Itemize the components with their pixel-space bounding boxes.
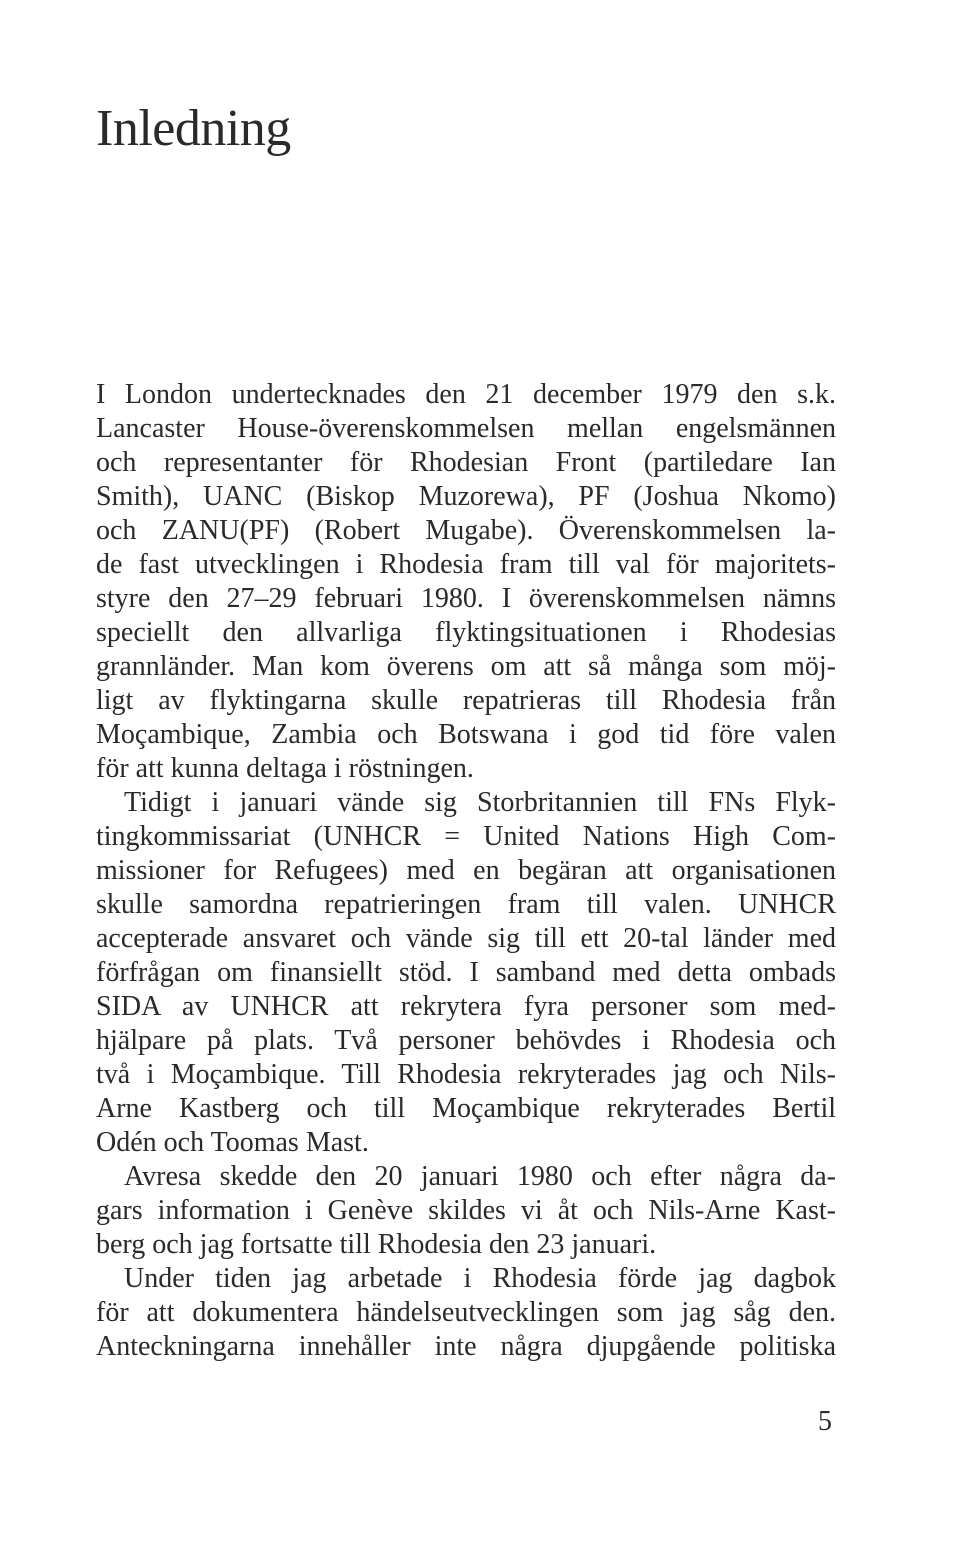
text-line: för att dokumentera händelseutvecklingen som jag såg den. xyxy=(96,1297,836,1328)
text-line: tingkommissariat (UNHCR = United Nations High Com- xyxy=(96,821,836,852)
text-line: accepterade ansvaret och vände sig till ett 20-tal länder med xyxy=(96,923,836,954)
text-line: Tidigt i januari vände sig Storbritannien till FNs Flyk- xyxy=(124,787,836,818)
text-line: Smith), UANC (Biskop Muzorewa), PF (Joshua Nkomo) xyxy=(96,481,836,512)
text-line: Lancaster House-överenskommelsen mellan engelsmännen xyxy=(96,413,836,444)
text-line: de fast utvecklingen i Rhodesia fram till val för majoritets- xyxy=(96,549,836,580)
text-line: Avresa skedde den 20 januari 1980 och efter några da- xyxy=(124,1161,836,1192)
text-line: och ZANU(PF) (Robert Mugabe). Överenskommelsen la- xyxy=(96,515,836,546)
text-line: Arne Kastberg och till Moçambique rekryterades Bertil xyxy=(96,1093,836,1124)
text-line: två i Moçambique. Till Rhodesia rekryterades jag och Nils- xyxy=(96,1059,836,1090)
page-number: 5 xyxy=(818,1406,832,1437)
text-line: hjälpare på plats. Två personer behövdes i Rhodesia och xyxy=(96,1025,836,1056)
text-line: skulle samordna repatrieringen fram till valen. UNHCR xyxy=(96,889,836,920)
text-line: förfrågan om finansiellt stöd. I samband med detta ombads xyxy=(96,957,836,988)
text-line: Under tiden jag arbetade i Rhodesia förde jag dagbok xyxy=(124,1263,836,1294)
text-line: Moçambique, Zambia och Botswana i god tid före valen xyxy=(96,719,836,750)
text-line: Odén och Toomas Mast. xyxy=(96,1127,369,1158)
text-line: Anteckningarna innehåller inte några djupgående politiska xyxy=(96,1331,836,1362)
text-line: för att kunna deltaga i röstningen. xyxy=(96,753,474,784)
text-line: grannländer. Man kom överens om att så många som möj- xyxy=(96,651,836,682)
text-line: berg och jag fortsatte till Rhodesia den 23 januari. xyxy=(96,1229,657,1260)
chapter-title: Inledning xyxy=(96,100,291,157)
text-line: missioner for Refugees) med en begäran att organisationen xyxy=(96,855,836,886)
text-line: I London undertecknades den 21 december 1979 den s.k. xyxy=(96,379,836,410)
text-line: styre den 27–29 februari 1980. I överenskommelsen nämns xyxy=(96,583,836,614)
text-line: gars information i Genève skildes vi åt och Nils-Arne Kast- xyxy=(96,1195,836,1226)
body-text xyxy=(96,378,836,1364)
text-line: speciellt den allvarliga flyktingsituationen i Rhodesias xyxy=(96,617,836,648)
text-line: SIDA av UNHCR att rekrytera fyra personer som med- xyxy=(96,991,836,1022)
text-line: ligt av flyktingarna skulle repatrieras till Rhodesia från xyxy=(96,685,836,716)
text-line: och representanter för Rhodesian Front (partiledare Ian xyxy=(96,447,836,478)
